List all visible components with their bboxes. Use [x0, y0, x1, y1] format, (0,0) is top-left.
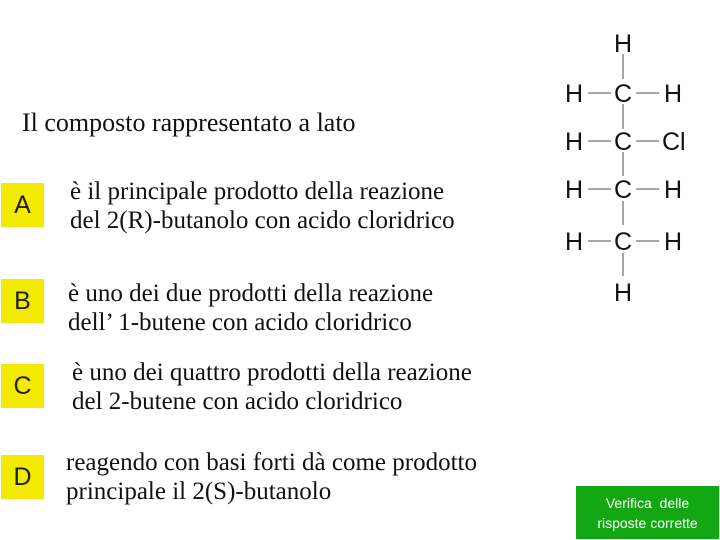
- option-a-badge[interactable]: [1, 183, 44, 227]
- option-c-line1: è uno dei quattro prodotti della reazione: [72, 359, 472, 386]
- atom-h-row3-left: H: [564, 176, 584, 204]
- option-d-line1: reagendo con basi forti dà come prodotto: [66, 449, 477, 476]
- option-b-letter: B: [14, 286, 31, 315]
- atom-cl-row2-right: Cl: [662, 128, 686, 156]
- verify-button-line1: Verifica delle: [605, 494, 690, 511]
- atom-h-top: H: [613, 30, 633, 58]
- question-intro: Il composto rappresentato a lato: [22, 108, 356, 137]
- option-b-badge[interactable]: [1, 279, 44, 323]
- atom-c-row4: C: [613, 228, 633, 256]
- option-a-line1: è il principale prodotto della reazione: [70, 178, 445, 205]
- option-c-letter: C: [13, 371, 32, 400]
- option-d-text[interactable]: [66, 448, 477, 506]
- atom-h-row3-right: H: [663, 176, 683, 204]
- option-b-text[interactable]: [68, 279, 433, 337]
- option-c-badge[interactable]: [1, 364, 44, 408]
- option-b-line1: è uno dei due prodotti della reazione: [68, 280, 434, 307]
- structural-formula: [552, 24, 720, 314]
- verify-answers-button[interactable]: [576, 486, 719, 539]
- option-c-line2: del 2-butene con acido cloridrico: [72, 388, 403, 415]
- option-a-line2: del 2(R)-butanolo con acido cloridrico: [70, 207, 455, 234]
- atom-h-row4-right: H: [663, 228, 683, 256]
- verify-button-line2: risposte corrette: [597, 514, 698, 531]
- atom-h-row2-left: H: [564, 128, 584, 156]
- atom-h-row1-right: H: [663, 80, 683, 108]
- option-c-text[interactable]: [72, 358, 472, 416]
- atom-h-row4-left: H: [564, 228, 584, 256]
- atom-c-row3: C: [613, 176, 633, 204]
- option-d-letter: D: [13, 462, 32, 491]
- option-a-letter: A: [14, 190, 31, 219]
- atom-h-row1-left: H: [564, 80, 584, 108]
- option-a-text[interactable]: [70, 177, 455, 235]
- atom-c-row1: C: [613, 80, 633, 108]
- atom-c-row2: C: [613, 128, 633, 156]
- option-b-line2: dell’ 1-butene con acido cloridrico: [68, 309, 412, 336]
- option-d-line2: principale il 2(S)-butanolo: [66, 478, 332, 505]
- option-d-badge[interactable]: [1, 455, 44, 499]
- atom-h-bottom: H: [613, 279, 633, 307]
